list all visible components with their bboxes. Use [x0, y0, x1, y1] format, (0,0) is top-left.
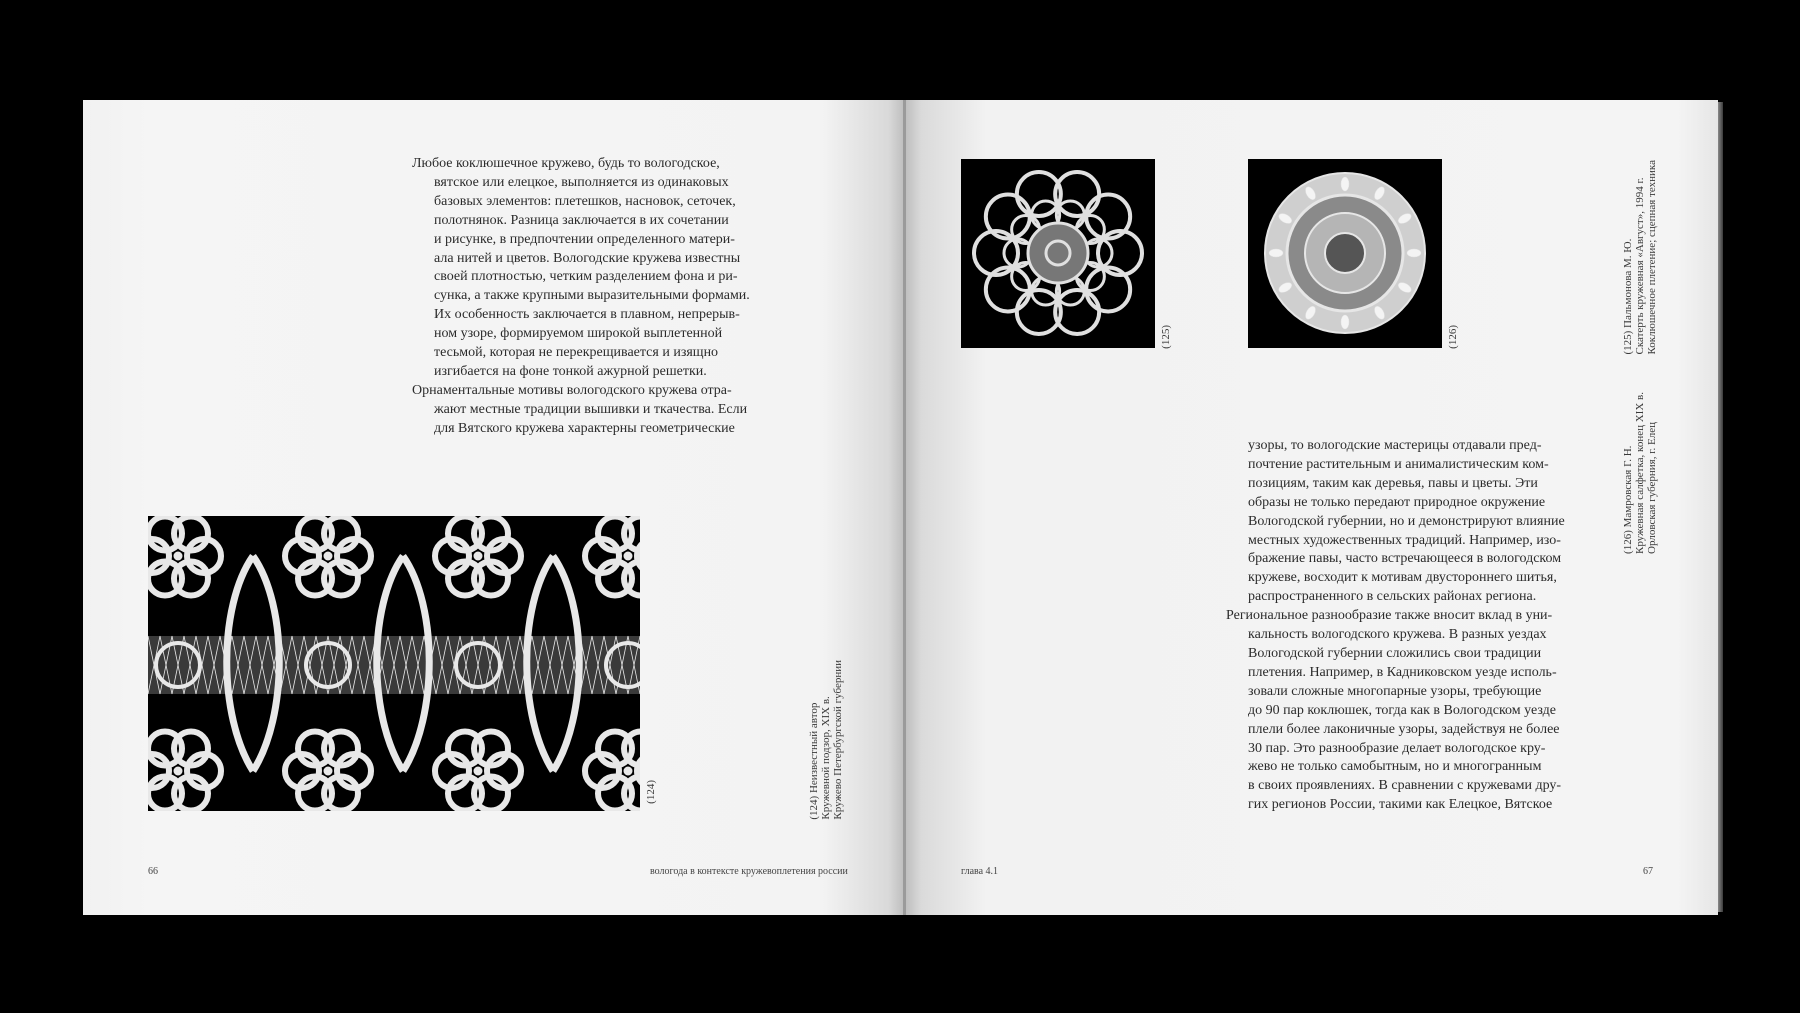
text-line: в своих проявлениях. В сравнении с кружевами дру-	[1248, 778, 1562, 794]
text-line: почтение растительным и анималистическим ком-	[1248, 456, 1549, 472]
text-line: и рисунке, в предпочтении определенного матери-	[434, 231, 735, 247]
fig-125-caption	[1622, 160, 1658, 355]
text-line: жают местные традиции вышивки и ткачества. Если	[434, 401, 748, 417]
page-edge	[1718, 102, 1723, 912]
text-line: для Вятского кружева характерны геометрические	[434, 420, 735, 436]
text-line: Любое коклюшечное кружево, будь то вологодское,	[412, 156, 720, 171]
left-body-text	[412, 155, 750, 439]
text-line: 30 пар. Это разнообразие делает вологодское кру-	[1248, 740, 1546, 756]
text-line: кальность вологодского кружева. В разных уездах	[1248, 627, 1547, 643]
text-line: плетения. Например, в Кадниковском уезде исполь-	[1248, 664, 1557, 680]
fig-126-caption-line: Кружевная салфетка, конец XIX в.	[1634, 392, 1646, 554]
left-page-number: 66	[148, 866, 158, 877]
text-line: базовых элементов: плетешков, насновок, сеточек,	[434, 193, 736, 209]
fig-126-caption-line: Орловская губерния, г. Елец	[1646, 422, 1658, 554]
doily-image-125	[961, 159, 1155, 348]
fig-124-caption-line: Кружево Петербургской губернии	[832, 660, 844, 820]
fig-126-caption-line: (126) Мамровская Г. Н.	[1622, 445, 1634, 554]
doily-image-126	[1248, 159, 1442, 348]
text-line: Их особенность заключается в плавном, непрерыв-	[434, 307, 740, 323]
text-line: зовали сложные многопарные узоры, требующие	[1248, 683, 1542, 699]
text-line: жево не только самобытным, но и многогранным	[1248, 759, 1542, 775]
text-line: вятское или елецкое, выполняется из одинаковых	[434, 174, 729, 190]
fig-124-number: (124)	[645, 780, 657, 804]
running-title: вологода в контексте кружевоплетения россии	[650, 866, 848, 877]
text-line: Региональное разнообразие также вносит вклад в уни-	[1226, 608, 1553, 624]
text-line: тесьмой, которая не перекрещивается и изящно	[434, 345, 719, 361]
text-line: полотнянок. Разница заключается в их сочетании	[434, 212, 729, 228]
text-line: ном узоре, формируемом широкой выплетенной	[434, 326, 723, 342]
fig-126-caption	[1622, 392, 1658, 554]
doily-pattern	[1265, 173, 1425, 333]
text-line: узоры, то вологодские мастерицы отдавали пред-	[1248, 438, 1542, 453]
text-line: Вологодской губернии, но и демонстрируют влияние	[1248, 513, 1565, 529]
text-line: изгибается на фоне тонкой ажурной решетки.	[434, 363, 707, 379]
book-gutter	[903, 100, 906, 915]
fig-125-caption-line: (125) Пальмонова М. Ю.	[1622, 238, 1634, 355]
text-line: до 90 пар коклюшек, тогда как в Вологодском уезде	[1248, 702, 1556, 718]
fig-124-caption	[808, 660, 844, 820]
text-line: гих регионов России, такими как Елецкое, Вятское	[1248, 797, 1553, 813]
fig-125-number: (125)	[1160, 325, 1172, 349]
lace-border-image-124	[148, 516, 640, 811]
text-line: образы не только передают природное окружение	[1248, 494, 1546, 510]
fig-126-number: (126)	[1447, 325, 1459, 349]
text-line: бражение павы, часто встречающееся в вологодском	[1248, 551, 1562, 567]
text-line: ала нитей и цветов. Вологодские кружева известны	[434, 250, 741, 266]
fig-125-caption-line: Коклюшечное плетение; сцепная техника	[1646, 160, 1658, 355]
right-page-number: 67	[1643, 866, 1653, 877]
text-line: Вологодской губернии сложились свои традиции	[1248, 645, 1542, 661]
text-line: распространенного в сельских районах региона.	[1248, 589, 1537, 605]
text-line: кружеве, восходит к мотивам двустороннего шитья,	[1248, 570, 1557, 586]
chapter-label: глава 4.1	[961, 866, 999, 877]
text-line: своей плотностью, четким разделением фона и ри-	[434, 269, 738, 285]
fig-125-caption-line: Скатерть кружевная «Август», 1994 г.	[1634, 177, 1646, 355]
text-line: сунка, а также крупными выразительными формами.	[434, 288, 750, 304]
text-line: позициям, таким как деревья, павы и цветы. Эти	[1248, 475, 1538, 491]
text-line: плели более лаконичные узоры, задействуя не более	[1248, 721, 1560, 737]
fig-124-caption-line: Кружевной подзор, XIX в.	[820, 696, 832, 820]
text-line: местных художественных традиций. Например, изо-	[1248, 532, 1561, 548]
right-body-text	[1226, 437, 1566, 815]
fig-124-caption-line: (124) Неизвестный автор	[808, 702, 820, 820]
text-line: Орнаментальные мотивы вологодского кружева отра-	[412, 382, 732, 398]
